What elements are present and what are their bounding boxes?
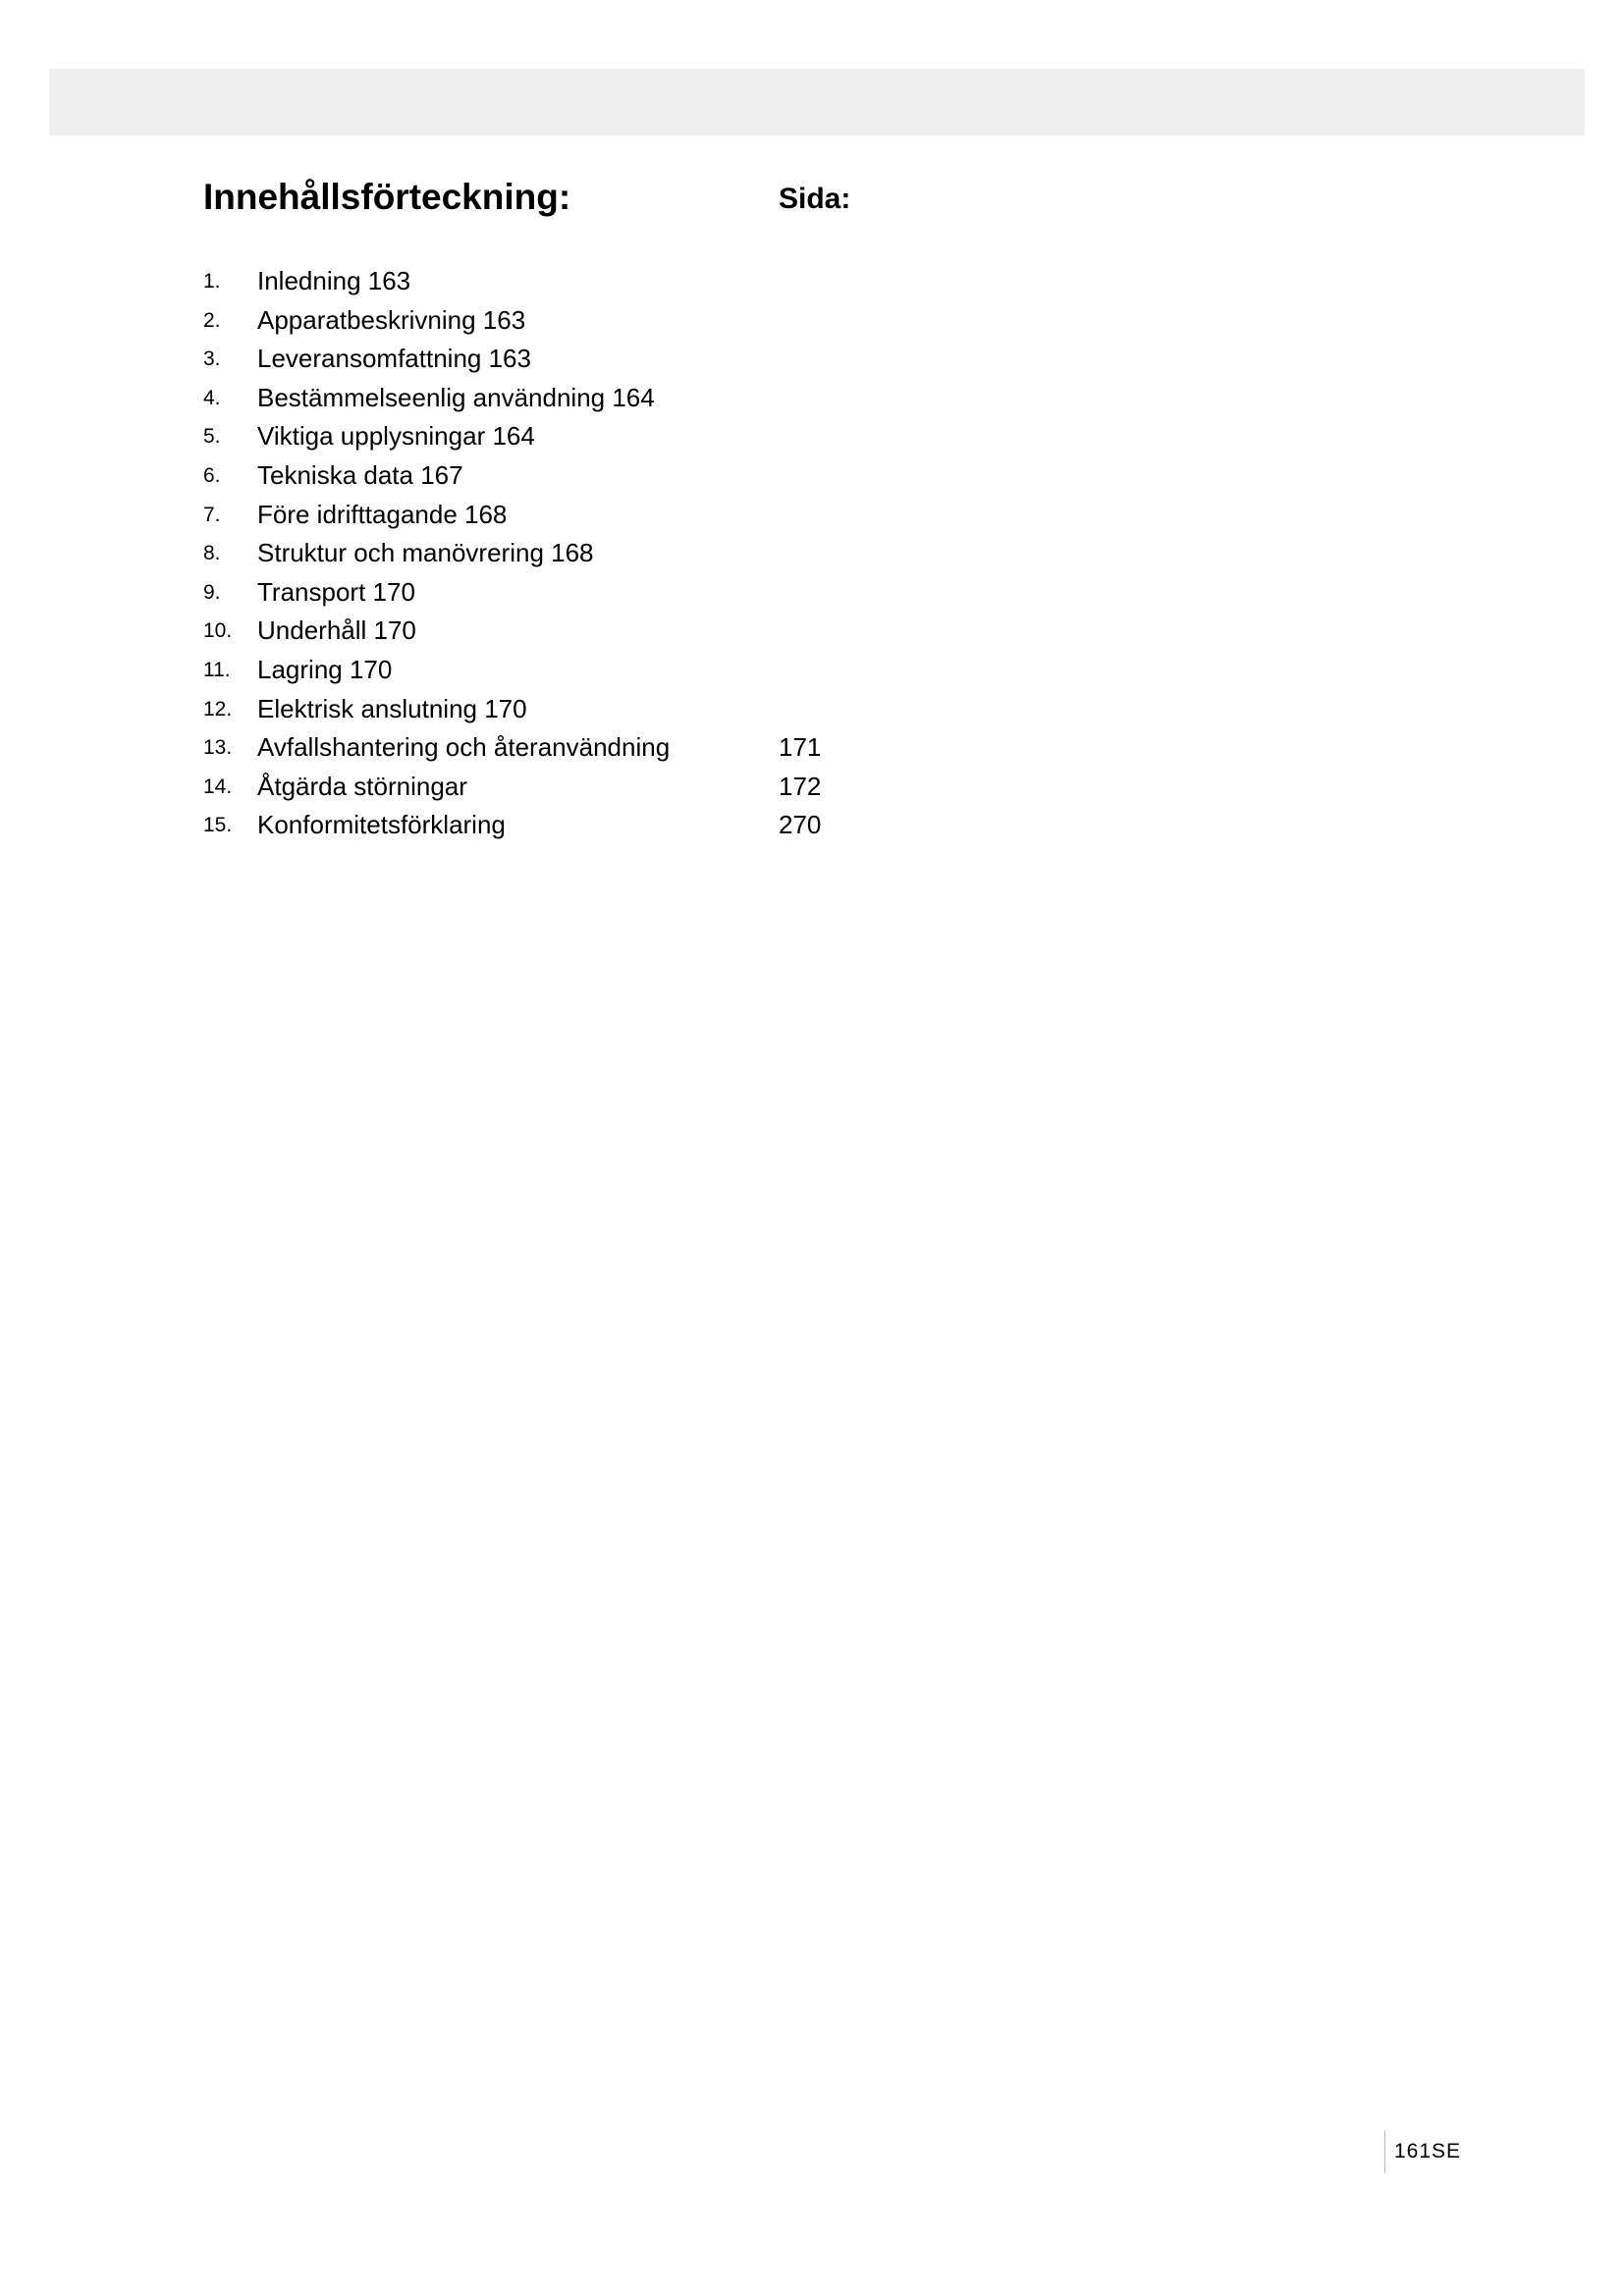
toc-entry-number: 12. bbox=[203, 697, 233, 721]
toc-entry bbox=[203, 656, 1087, 695]
toc-entry-number: 15. bbox=[203, 814, 233, 837]
toc-entry bbox=[203, 306, 1087, 346]
toc-entry-text: Elektrisk anslutning 170 bbox=[257, 693, 527, 723]
toc-entry bbox=[203, 345, 1087, 384]
toc-entry-text: Avfallshantering och återanvändning bbox=[257, 732, 671, 763]
toc-entry-text: Lagring 170 bbox=[257, 654, 393, 684]
toc-entry-page: 171 bbox=[779, 732, 822, 763]
toc-entry bbox=[203, 773, 1087, 812]
toc-entry-page: 270 bbox=[779, 810, 822, 840]
toc-entry-text: Åtgärda störningar bbox=[257, 771, 467, 801]
toc-entry bbox=[203, 461, 1087, 501]
toc-entry-text: Bestämmelseenlig användning 164 bbox=[257, 382, 655, 412]
toc-entry-text: Transport 170 bbox=[257, 576, 415, 607]
header-band bbox=[49, 69, 1585, 135]
toc-entry bbox=[203, 733, 1087, 773]
toc-entry bbox=[203, 695, 1087, 734]
toc-entry-number: 11. bbox=[203, 658, 231, 681]
toc-entry bbox=[203, 616, 1087, 656]
toc-entry bbox=[203, 539, 1087, 578]
toc-entry-number: 7. bbox=[203, 503, 221, 526]
toc-entry-text: Tekniska data 167 bbox=[257, 459, 463, 490]
toc-entry-number: 13. bbox=[203, 736, 233, 760]
toc-entry-number: 4. bbox=[203, 386, 221, 409]
toc-entry-page: 172 bbox=[779, 771, 822, 801]
toc-entry-number: 9. bbox=[203, 580, 221, 604]
toc-entry-text: Konformitetsförklaring bbox=[257, 810, 506, 840]
toc-entry bbox=[203, 501, 1087, 540]
toc-entry-number: 10. bbox=[203, 619, 233, 643]
toc-entry bbox=[203, 267, 1087, 306]
toc-entry-number: 8. bbox=[203, 542, 221, 565]
toc-entry bbox=[203, 811, 1087, 850]
toc-list bbox=[203, 267, 1087, 850]
toc-entry-text: Underhåll 170 bbox=[257, 615, 416, 646]
footer-divider bbox=[1384, 2130, 1385, 2173]
toc-entry-text: Före idrifttagande 168 bbox=[257, 499, 508, 529]
toc-entry bbox=[203, 578, 1087, 617]
toc-entry bbox=[203, 422, 1087, 461]
toc-entry-text: Struktur och manövrering 168 bbox=[257, 538, 594, 568]
page-number: 161SE bbox=[1394, 2140, 1462, 2163]
toc-entry-number: 14. bbox=[203, 774, 233, 798]
toc-entry-text: Inledning 163 bbox=[257, 266, 411, 295]
toc-entry-number: 2. bbox=[203, 308, 221, 332]
toc-entry-text: Viktiga upplysningar 164 bbox=[257, 421, 535, 452]
toc-entry-text: Apparatbeskrivning 163 bbox=[257, 304, 526, 335]
toc-entry-number: 1. bbox=[203, 270, 221, 293]
toc-entry-number: 5. bbox=[203, 425, 221, 449]
toc-entry-number: 3. bbox=[203, 347, 221, 371]
toc-title: Innehållsförteckning: bbox=[203, 177, 571, 217]
toc-entry-number: 6. bbox=[203, 463, 221, 487]
toc-entry bbox=[203, 384, 1087, 423]
toc-entry-text: Leveransomfattning 163 bbox=[257, 344, 531, 374]
page-column-label: Sida: bbox=[779, 183, 851, 215]
